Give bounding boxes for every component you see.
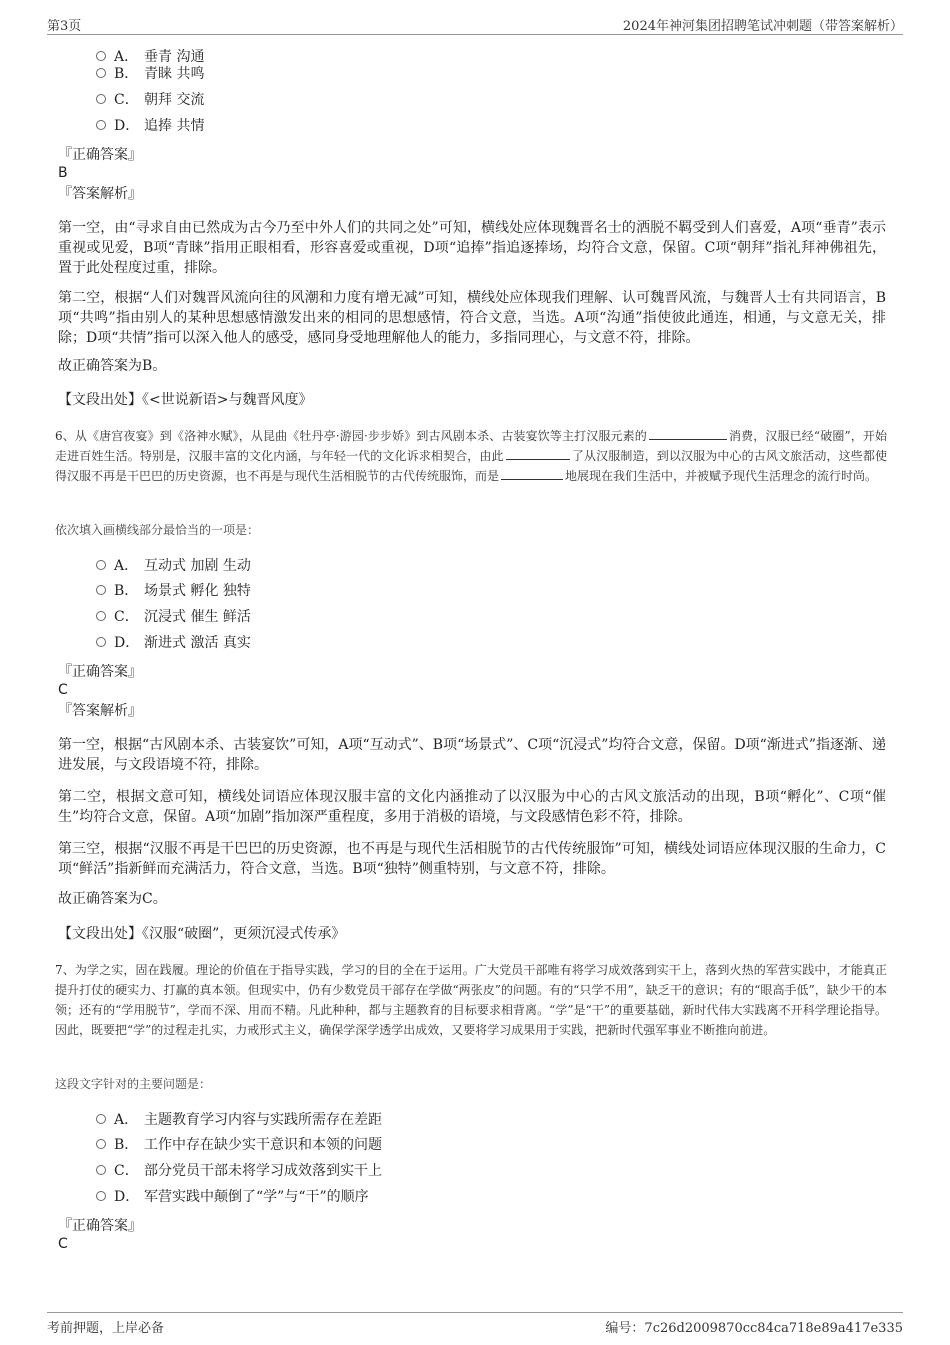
q5-analysis-label: 『答案解析』 — [58, 186, 142, 202]
q6-analysis-p4: 故正确答案为C。 — [58, 891, 167, 907]
radio-icon[interactable] — [96, 94, 106, 104]
q6-option-a[interactable]: A． 互动式 加剧 生动 — [96, 556, 251, 576]
radio-icon[interactable] — [96, 68, 106, 78]
q5-option-d[interactable]: D． 追捧 共情 — [96, 116, 204, 136]
radio-icon[interactable] — [96, 585, 106, 595]
page-header — [47, 14, 903, 35]
q5-option-b[interactable]: B． 青睐 共鸣 — [96, 64, 204, 84]
q6-option-d[interactable]: D． 渐进式 激活 真实 — [96, 633, 251, 653]
q7-prompt: 这段文字针对的主要问题是： — [55, 1077, 212, 1091]
footer-slogan: 考前押题，上岸必备 — [47, 1321, 165, 1336]
q7-stem: 7、为学之实，固在践履。理论的价值在于指导实践，学习的目的全在于运用。广大党员干部唯有将学习成效落到实干上，落到火热的军营实践中，才能真正提升打仗的硬实力、打赢的真本领。但现实中，仍有少数党员干部存在学做“两张皮”的问题。有的“只学不用”，缺乏干的意识；有的“眼高手低”，缺少干的本领；还有的“学用脱节”，学而不深、用而不精。凡此种种，都与主题教育的目标要求相背离。“学”是“干”的重要基础，新时代伟大实践离不开科学理论指导。因此，既要把“学”的过程走扎实，力戒形式主义，确保学深学透学出成效，又要将学习成果用于实践，把新时代强军事业不断推向前进。 — [55, 963, 887, 1037]
q5-answer: B — [58, 165, 68, 181]
q7-option-d[interactable]: D． 军营实践中颠倒了“学”与“干”的顺序 — [96, 1187, 369, 1207]
q7-answer: C — [58, 1236, 68, 1252]
radio-icon[interactable] — [96, 637, 106, 647]
radio-icon[interactable] — [96, 1191, 106, 1201]
radio-icon[interactable] — [96, 120, 106, 130]
radio-icon[interactable] — [96, 51, 106, 61]
q6-option-b[interactable]: B． 场景式 孵化 独特 — [96, 581, 251, 601]
radio-icon[interactable] — [96, 611, 106, 621]
q5-source: 【文段出处】《<世说新语>与魏晋风度》 — [58, 392, 313, 408]
q6-analysis-p1: 第一空，根据“古风剧本杀、古装宴饮”可知，A项“互动式”、B项“场景式”、C项“沉浸式”均符合文意，保留。D项“渐进式”指逐渐、递进发展，与文段语境不符，排除。 — [58, 737, 886, 773]
document-id: 编号：7c26d2009870cc84ca718e89a417e335 — [605, 1321, 903, 1336]
q6-analysis-p3: 第三空，根据“汉服不再是干巴巴的历史资源，也不再是与现代生活相脱节的古代传统服饰”可知，横线处词语应体现汉服的生命力，C项“鲜活”指新鲜而充满活力，符合文意，当选。B项“独特”侧重特别，与文意不符，排除。 — [58, 841, 886, 877]
q7-option-c[interactable]: C． 部分党员干部未将学习成效落到实干上 — [96, 1161, 382, 1181]
q5-option-c[interactable]: C． 朝拜 交流 — [96, 90, 204, 110]
q7-answer-label: 『正确答案』 — [58, 1218, 142, 1234]
q6-answer: C — [58, 682, 68, 698]
q6-analysis-label: 『答案解析』 — [58, 703, 142, 719]
q6-source: 【文段出处】《汉服“破圈”，更须沉浸式传承》 — [58, 926, 346, 942]
blank-3[interactable] — [501, 467, 563, 480]
q7-option-b[interactable]: B． 工作中存在缺少实干意识和本领的问题 — [96, 1135, 382, 1155]
q5-option-a[interactable]: A． 垂青 沟通 — [96, 47, 204, 67]
q5-answer-label: 『正确答案』 — [58, 147, 142, 163]
radio-icon[interactable] — [96, 1165, 106, 1175]
radio-icon[interactable] — [96, 1139, 106, 1149]
document-title: 2024年神河集团招聘笔试冲刺题（带答案解析） — [622, 19, 903, 34]
q6-prompt: 依次填入画横线部分最恰当的一项是： — [55, 523, 260, 537]
q5-analysis-p3: 故正确答案为B。 — [58, 358, 167, 374]
q6-analysis-p2: 第二空，根据文意可知，横线处词语应体现汉服丰富的文化内涵推动了以汉服为中心的古风文旅活动的出现，B项“孵化”、C项“催生”均符合文意，保留。A项“加剧”指加深严重程度，多用于消极的语境，与文段感情色彩不符，排除。 — [58, 789, 886, 825]
radio-icon[interactable] — [96, 1114, 106, 1124]
q6-option-c[interactable]: C． 沉浸式 催生 鲜活 — [96, 607, 251, 627]
blank-2[interactable] — [506, 447, 570, 460]
q5-analysis-p1: 第一空，由“寻求自由已然成为古今乃至中外人们的共同之处”可知，横线处应体现魏晋名士的洒脱不羁受到人们喜爱，A项“垂青”表示重视或见爱，B项“青睐”指用正眼相看，形容喜爱或重视，D项“追捧”指追逐捧场，均符合文意，保留。C项“朝拜”指礼拜神佛祖先，置于此处程度过重，排除。 — [58, 220, 886, 276]
radio-icon[interactable] — [96, 560, 106, 570]
q7-option-a[interactable]: A． 主题教育学习内容与实践所需存在差距 — [96, 1110, 382, 1130]
q5-analysis-p2: 第二空，根据“人们对魏晋风流向往的风潮和力度有增无减”可知，横线处应体现我们理解、认可魏晋风流，与魏晋人士有共同语言，B项“共鸣”指由别人的某种思想感情激发出来的相同的思想感情，符合文意，当选。A项“沟通”指使彼此通连，相通，与文意无关，排除；D项“共情”指可以深入他人的感受，感同身受地理解他人的能力，多指同理心，与文意不符，排除。 — [58, 290, 886, 346]
blank-1[interactable] — [649, 427, 727, 440]
page-number: 第3页 — [47, 19, 82, 34]
q6-answer-label: 『正确答案』 — [58, 664, 142, 680]
page-footer — [47, 1312, 903, 1335]
q6-stem: 6、从《唐宫夜宴》到《洛神水赋》，从昆曲《牡丹亭·游园·步步娇》到古风剧本杀、古装宴饮等主打汉服元素的 消费，汉服已经“破圈”，开始走进百姓生活。特别是，汉服丰富的文化内涵，与年轻一代的文化诉求相契合，由此 了从汉服制造，到以汉服为中心的古风文旅活动，这些都使得汉服不再是干巴巴的历史资源，也不再是与现代生活相脱节的古代传统服饰，而是 地展现在我们生活中，并被赋予现代生活理念的流行时尚。 — [55, 429, 887, 483]
